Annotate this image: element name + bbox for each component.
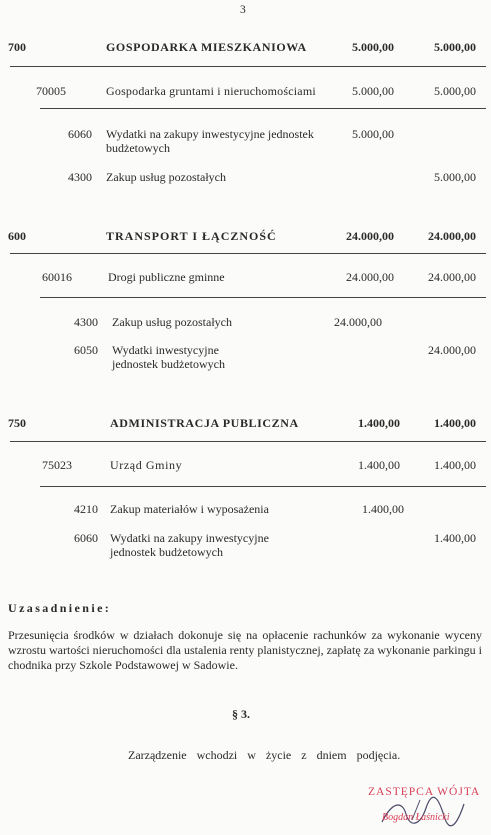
chapter-code: 75023 bbox=[42, 458, 72, 472]
chapter-col1: 24.000,00 bbox=[346, 270, 394, 284]
justification-text: Przesunięcia środków w działach dokonuje się na opłacenie rachunków za wykonanie wyceny wzrostu wartości nieruchomości dla ustalenia renty planistycznej, zapłatę za wykonanie parkingu i chodnika przy Szkole Podstawowej w Sadowie. bbox=[8, 628, 482, 672]
section-rule bbox=[10, 253, 486, 254]
chapter-col1: 5.000,00 bbox=[352, 84, 394, 98]
item-code: 4300 bbox=[68, 170, 92, 184]
item-code: 6060 bbox=[68, 127, 92, 141]
section-code: 600 bbox=[8, 229, 26, 243]
section-col2: 5.000,00 bbox=[434, 40, 476, 54]
item-name: Zakup usług pozostałych bbox=[106, 170, 226, 184]
section-rule bbox=[10, 441, 486, 442]
section-code: 700 bbox=[8, 40, 26, 54]
item-code: 4210 bbox=[74, 502, 98, 516]
chapter-rule bbox=[40, 486, 486, 487]
section-col2: 24.000,00 bbox=[428, 229, 476, 243]
item-code: 6050 bbox=[74, 343, 98, 357]
item-name: Wydatki inwestycyjne jednostek budżetowych bbox=[112, 343, 225, 371]
chapter-rule bbox=[40, 108, 486, 109]
item-col1: 24.000,00 bbox=[334, 315, 382, 329]
chapter-name: Drogi publiczne gminne bbox=[108, 270, 225, 284]
chapter-code: 70005 bbox=[36, 84, 66, 98]
item-col1: 1.400,00 bbox=[362, 502, 404, 516]
item-code: 4300 bbox=[74, 315, 98, 329]
item-col1: 5.000,00 bbox=[352, 127, 394, 141]
item-name: Wydatki na zakupy inwestycyjne jednostek budżetowych bbox=[106, 127, 314, 155]
section-title: GOSPODARKA MIESZKANIOWA bbox=[106, 40, 307, 54]
section-col2: 1.400,00 bbox=[434, 416, 476, 430]
page-number: 3 bbox=[240, 4, 246, 16]
section-col1: 5.000,00 bbox=[352, 40, 394, 54]
chapter-col2: 5.000,00 bbox=[434, 84, 476, 98]
effective-clause: Zarządzenie wchodzi w życie z dniem podjęcia. bbox=[128, 748, 401, 762]
chapter-rule bbox=[40, 297, 486, 298]
chapter-name: Gospodarka gruntami i nieruchomościami bbox=[106, 84, 316, 98]
item-col2: 5.000,00 bbox=[434, 170, 476, 184]
item-name: Zakup usług pozostałych bbox=[112, 315, 232, 329]
signer-name: Bogdan Łaśnicki bbox=[382, 812, 450, 823]
section-title: TRANSPORT I ŁĄCZNOŚĆ bbox=[106, 229, 277, 243]
section-col1: 24.000,00 bbox=[346, 229, 394, 243]
chapter-code: 60016 bbox=[42, 270, 72, 284]
section-rule bbox=[10, 66, 486, 67]
item-name: Wydatki na zakupy inwestycyjne jednostek budżetowych bbox=[110, 531, 269, 559]
section-code: 750 bbox=[8, 416, 26, 430]
stamp-role: ZASTĘPCA WÓJTA bbox=[368, 786, 481, 798]
paragraph-mark: § 3. bbox=[232, 707, 250, 721]
justification-heading: Uzasadnienie: bbox=[8, 601, 112, 615]
item-code: 6060 bbox=[74, 531, 98, 545]
chapter-name: Urząd Gminy bbox=[110, 458, 183, 472]
item-name: Zakup materiałów i wyposażenia bbox=[110, 502, 269, 516]
chapter-col1: 1.400,00 bbox=[358, 458, 400, 472]
chapter-col2: 1.400,00 bbox=[434, 458, 476, 472]
chapter-col2: 24.000,00 bbox=[428, 270, 476, 284]
item-col2: 24.000,00 bbox=[428, 343, 476, 357]
section-title: ADMINISTRACJA PUBLICZNA bbox=[110, 416, 299, 430]
section-col1: 1.400,00 bbox=[358, 416, 400, 430]
item-col2: 1.400,00 bbox=[434, 531, 476, 545]
